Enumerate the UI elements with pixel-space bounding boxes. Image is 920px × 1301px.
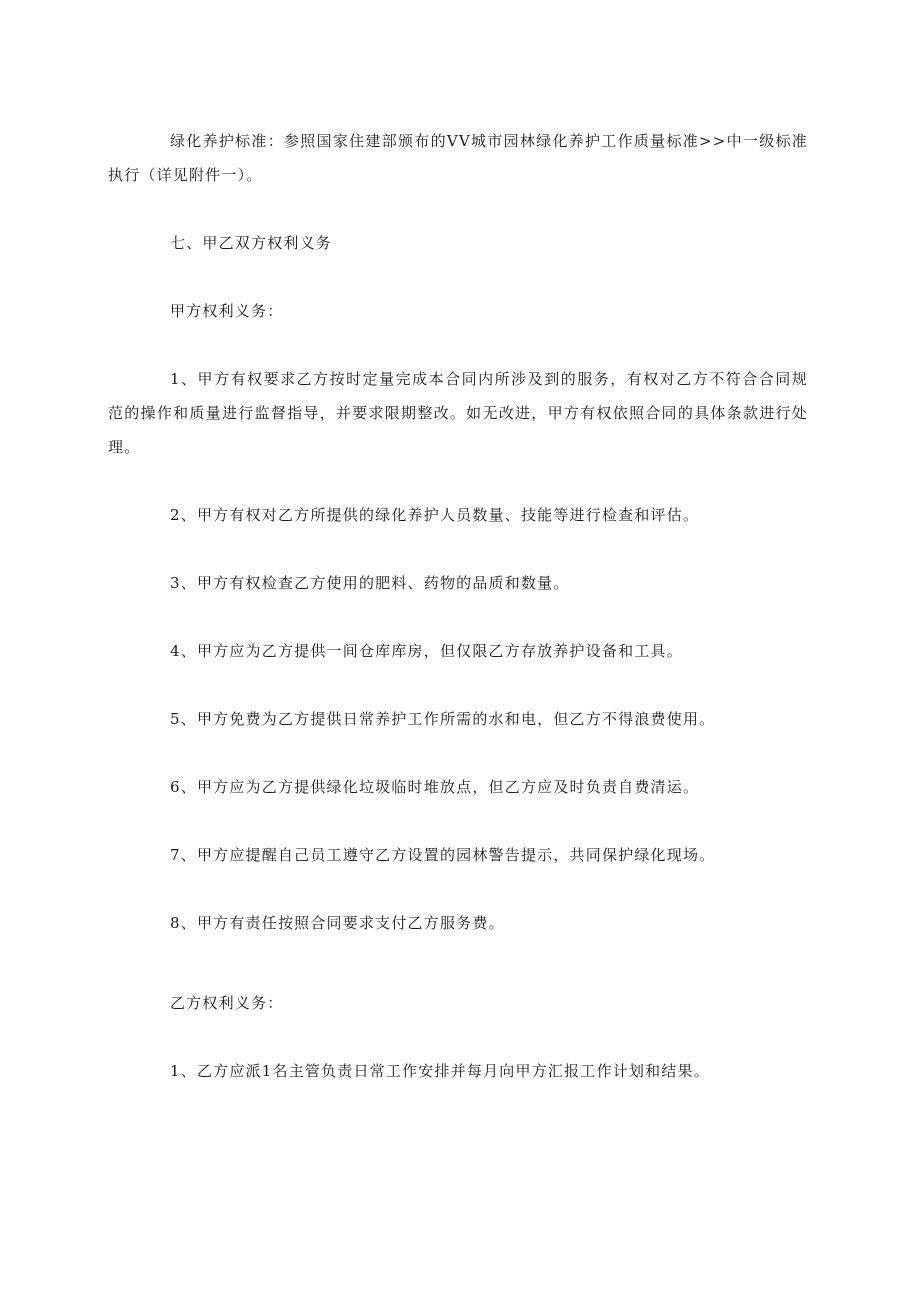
party-a-item-4: 4、甲方应为乙方提供一间仓库库房，但仅限乙方存放养护设备和工具。 [170, 642, 683, 660]
party-a-item-2: 2、甲方有权对乙方所提供的绿化养护人员数量、技能等进行检查和评估。 [170, 506, 700, 524]
section-heading-rights-obligations: 七、甲乙双方权利义务 [170, 234, 333, 252]
document-body [108, 124, 808, 1122]
party-a-item-1: 1、甲方有权要求乙方按时定量完成本合同内所涉及到的服务，有权对乙方不符合合同规范的操作和质量进行监督指导，并要求限期整改。如无改进，甲方有权依照合同的具体条款进行处理。 [108, 370, 808, 456]
party-a-item-6: 6、甲方应为乙方提供绿化垃圾临时堆放点，但乙方应及时负责自费清运。 [170, 778, 700, 796]
paragraph-greening-standard: 绿化养护标准：参照国家住建部颁布的VV城市园林绿化养护工作质量标准>>中一级标准执行（详见附件一）。 [108, 132, 808, 184]
party-a-item-5: 5、甲方免费为乙方提供日常养护工作所需的水和电，但乙方不得浪费使用。 [170, 710, 716, 728]
subheading-party-a: 甲方权利义务： [170, 302, 284, 320]
party-b-item-1: 1、乙方应派1名主管负责日常工作安排并每月向甲方汇报工作计划和结果。 [170, 1062, 710, 1080]
party-a-item-3: 3、甲方有权检查乙方使用的肥料、药物的品质和数量。 [170, 574, 570, 592]
party-a-item-8: 8、甲方有责任按照合同要求支付乙方服务费。 [170, 914, 505, 932]
party-a-item-7: 7、甲方应提醒自己员工遵守乙方设置的园林警告提示，共同保护绿化现场。 [170, 846, 716, 864]
subheading-party-b: 乙方权利义务： [170, 994, 284, 1012]
